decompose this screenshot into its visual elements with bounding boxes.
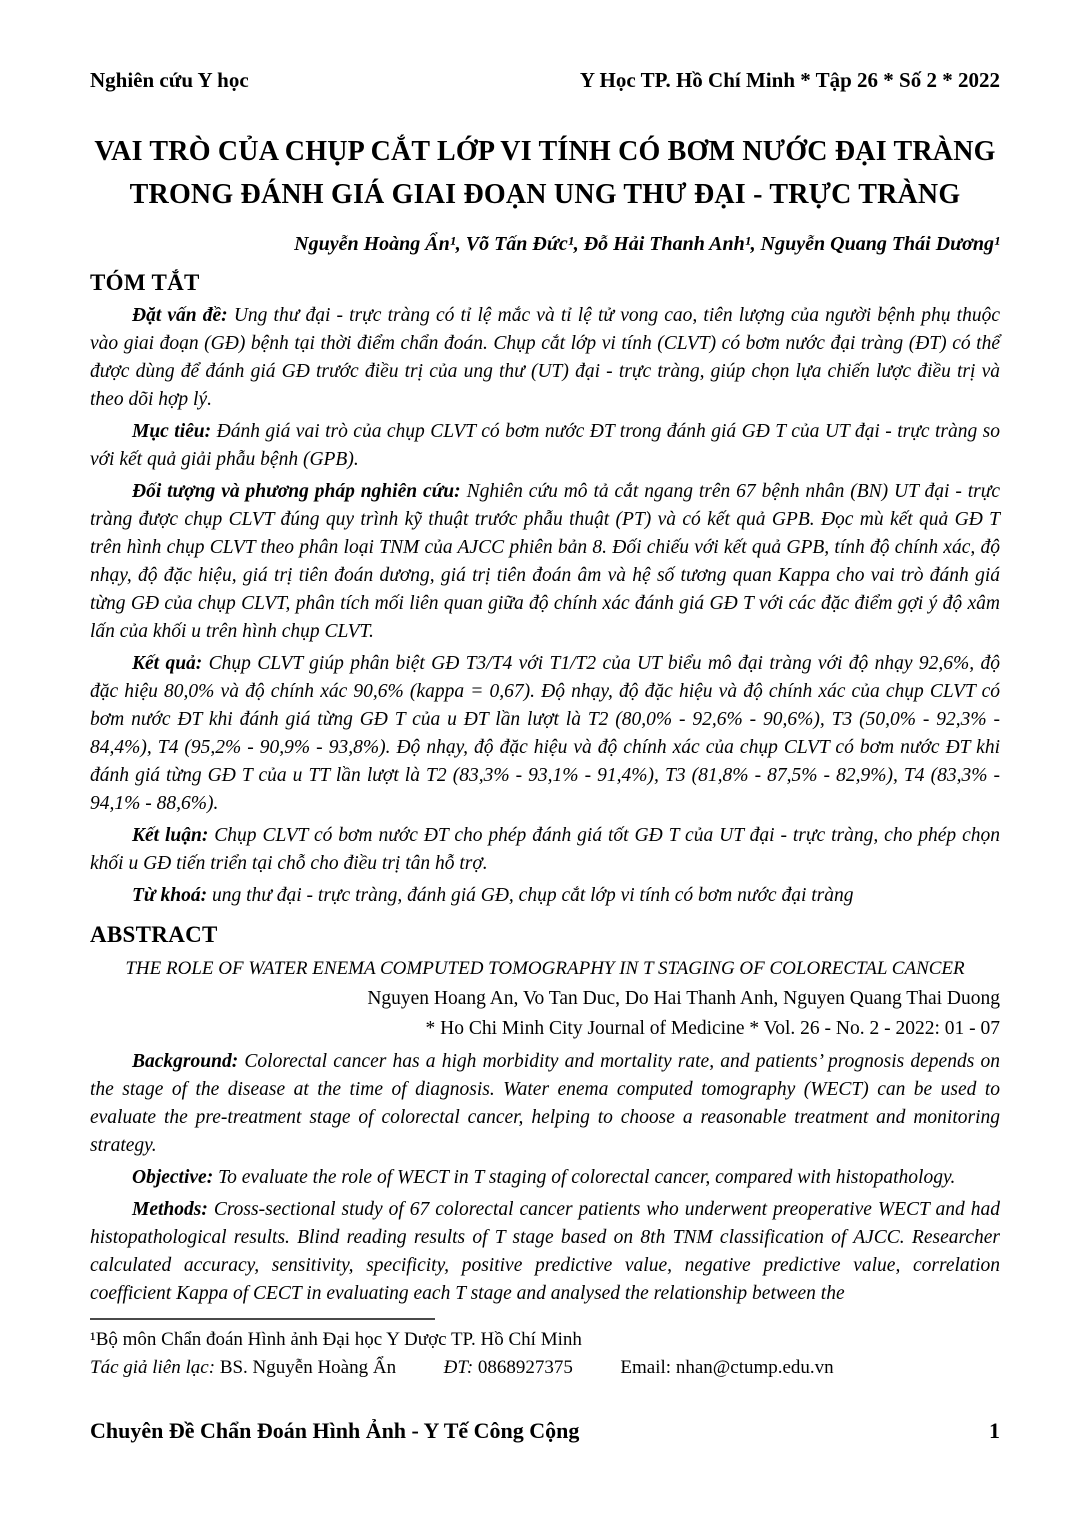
paragraph-text: Colorectal cancer has a high morbidity and mortality rate, and patients’ prognosis depends on the stage of the disease at the time of diagnosis. Water enema computed tomography (WECT) can be used to evaluate the pre-treatment stage of colorectal cancer, helping to choose a reasonable treatment and monitoring strategy. (90, 1051, 1001, 1156)
email-label: Email: (620, 1357, 672, 1378)
paragraph-tu-khoa (90, 882, 1000, 910)
page-footer (90, 1416, 1000, 1446)
paragraph-text: ung thư đại - trực tràng, đánh giá GĐ, chụp cắt lớp vi tính có bơm nước đại tràng (211, 885, 854, 906)
paper-title-line1: VAI TRÒ CỦA CHỤP CẮT LỚP VI TÍNH CÓ BƠM NƯỚC ĐẠI TRÀNG (94, 136, 996, 167)
contact-label: Tác giả liên lạc: (90, 1357, 216, 1378)
paragraph-label: Methods: (132, 1199, 208, 1220)
paragraph-label: Đặt vấn đề: (132, 305, 228, 326)
paragraph-text: Nghiên cứu mô tả cắt ngang trên 67 bệnh nhân (BN) UT đại - trực tràng được chụp CLVT đúng quy trình kỹ thuật trước phẫu thuật (PT) và có kết quả GPB. Đọc mù kết quả GĐ T trên hình chụp CLVT theo phân loại TNM của AJCC phiên bản 8. Đối chiếu với kết quả GPB, tính độ chính xác, độ nhạy, độ đặc hiệu, giá trị tiên đoán dương, giá trị tiên đoán âm và hệ số tương quan Kappa cho vai trò đánh giá từng GĐ của chụp CLVT, phân tích mối liên quan giữa độ chính xác đánh giá GĐ T với các đặc điểm gợi ý độ xâm lấn của khối u trên hình chụp CLVT. (90, 481, 1001, 642)
phone-label: ĐT: (443, 1357, 474, 1378)
paragraph-methods (90, 1196, 1000, 1308)
paragraph-objective (90, 1164, 1000, 1192)
header-journal-issue: Y Học TP. Hồ Chí Minh * Tập 26 * Số 2 * 2022 (579, 68, 1000, 92)
footnote-separator-rule (90, 1318, 435, 1320)
footnote-contact (90, 1354, 1000, 1382)
authors-english: Nguyen Hoang An, Vo Tan Duc, Do Hai Thanh Anh, Nguyen Quang Thai Duong (367, 988, 1000, 1009)
paragraph-label: Đối tượng và phương pháp nghiên cứu: (132, 481, 461, 502)
paragraph-background (90, 1048, 1000, 1160)
paragraph-ket-qua (90, 650, 1000, 818)
tom-tat-heading: TÓM TẮT (90, 270, 200, 295)
paragraph-text: Cross-sectional study of 67 colorectal cancer patients who underwent preoperative WECT and had histopathological results. Blind reading results of T stage based on 8th TNM classification of AJCC. Researcher calculated accuracy, sensitivity, specificity, positive predictive value, negative predictive value, correlation coefficient Kappa of CECT in evaluating each T stage and analysed the relationship between the (90, 1199, 1000, 1304)
paragraph-label: Kết luận: (132, 825, 209, 846)
paragraph-label: Kết quả: (132, 653, 203, 674)
paper-title-line2: TRONG ĐÁNH GIÁ GIAI ĐOẠN UNG THƯ ĐẠI - TRỰC TRÀNG (129, 179, 961, 210)
paragraph-text: Đánh giá vai trò của chụp CLVT có bơm nước ĐT trong đánh giá GĐ T của UT đại - trực tràng so với kết quả giải phẫu bệnh (GPB). (90, 421, 1001, 470)
paragraph-muc-tieu (90, 418, 1000, 474)
paragraph-text: Chụp CLVT giúp phân biệt GĐ T3/T4 với T1/T2 của UT biểu mô đại tràng với độ nhạy 92,6%, độ đặc hiệu 80,0% và độ chính xác 90,6% (kappa = 0,67). Độ nhạy, độ đặc hiệu và độ chính xác của chụp CLVT có bơm nước ĐT khi đánh giá từng GĐ T của u ĐT lần lượt là T2 (80,0% - 92,6% - 90,6%), T3 (50,0% - 92,3% - 84,4%), T4 (95,2% - 90,9% - 93,8%). Độ nhạy, độ đặc hiệu và độ chính xác của chụp CLVT có bơm nước ĐT khi đánh giá từng GĐ T của u TT lần lượt là T2 (83,3% - 93,1% - 91,4%), T3 (81,8% - 87,5% - 82,9%), T4 (83,3% - 94,1% - 88,6%). (90, 653, 1001, 814)
footnote-affiliation: ¹Bộ môn Chẩn đoán Hình ảnh Đại học Y Dược TP. Hồ Chí Minh (90, 1329, 582, 1350)
footer-section-title: Chuyên Đề Chẩn Đoán Hình Ảnh - Y Tế Công Cộng (90, 1418, 580, 1443)
email-address: nhan@ctump.edu.vn (675, 1357, 834, 1378)
paragraph-label: Background: (132, 1051, 239, 1072)
contact-name: BS. Nguyễn Hoàng Ẩn (219, 1357, 397, 1378)
paragraph-label: Mục tiêu: (132, 421, 212, 442)
abstract-title-english: THE ROLE OF WATER ENEMA COMPUTED TOMOGRAPHY IN T STAGING OF COLORECTAL CANCER (125, 958, 965, 979)
paragraph-ket-luan (90, 822, 1000, 878)
abstract-heading: ABSTRACT (90, 922, 218, 947)
paper-title (90, 130, 1000, 216)
page-number: 1 (989, 1418, 1000, 1443)
journal-citation-line: * Ho Chi Minh City Journal of Medicine * Vol. 26 - No. 2 - 2022: 01 - 07 (425, 1018, 1000, 1039)
paragraph-text: To evaluate the role of WECT in T staging of colorectal cancer, compared with histopathology. (218, 1167, 956, 1188)
paragraph-text: Ung thư đại - trực tràng có tỉ lệ mắc và tỉ lệ tử vong cao, tiên lượng của người bệnh phụ thuộc vào giai đoạn (GĐ) bệnh tại thời điểm chẩn đoán. Chụp cắt lớp vi tính (CLVT) có bơm nước đại tràng (ĐT) có thể được dùng để đánh giá GĐ trước điều trị của ung thư (UT) đại - trực tràng, giúp chọn lựa chiến lược điều trị và theo dõi hợp lý. (90, 305, 1001, 410)
journal-header (90, 66, 1000, 94)
paragraph-text: Chụp CLVT có bơm nước ĐT cho phép đánh giá tốt GĐ T của UT đại - trực tràng, cho phép chọn khối u GĐ tiến triển tại chỗ cho điều trị tân hỗ trợ. (90, 825, 1000, 874)
paragraph-label: Objective: (132, 1167, 214, 1188)
paragraph-doi-tuong-phuong-phap (90, 478, 1000, 646)
paragraph-label: Từ khoá: (132, 885, 208, 906)
paragraph-dat-van-de (90, 302, 1000, 414)
phone-number: 0868927375 (477, 1357, 573, 1378)
authors-vietnamese: Nguyễn Hoàng Ẩn¹, Võ Tấn Đức¹, Đỗ Hải Thanh Anh¹, Nguyễn Quang Thái Dương¹ (294, 233, 1000, 255)
header-section-name: Nghiên cứu Y học (90, 68, 249, 92)
